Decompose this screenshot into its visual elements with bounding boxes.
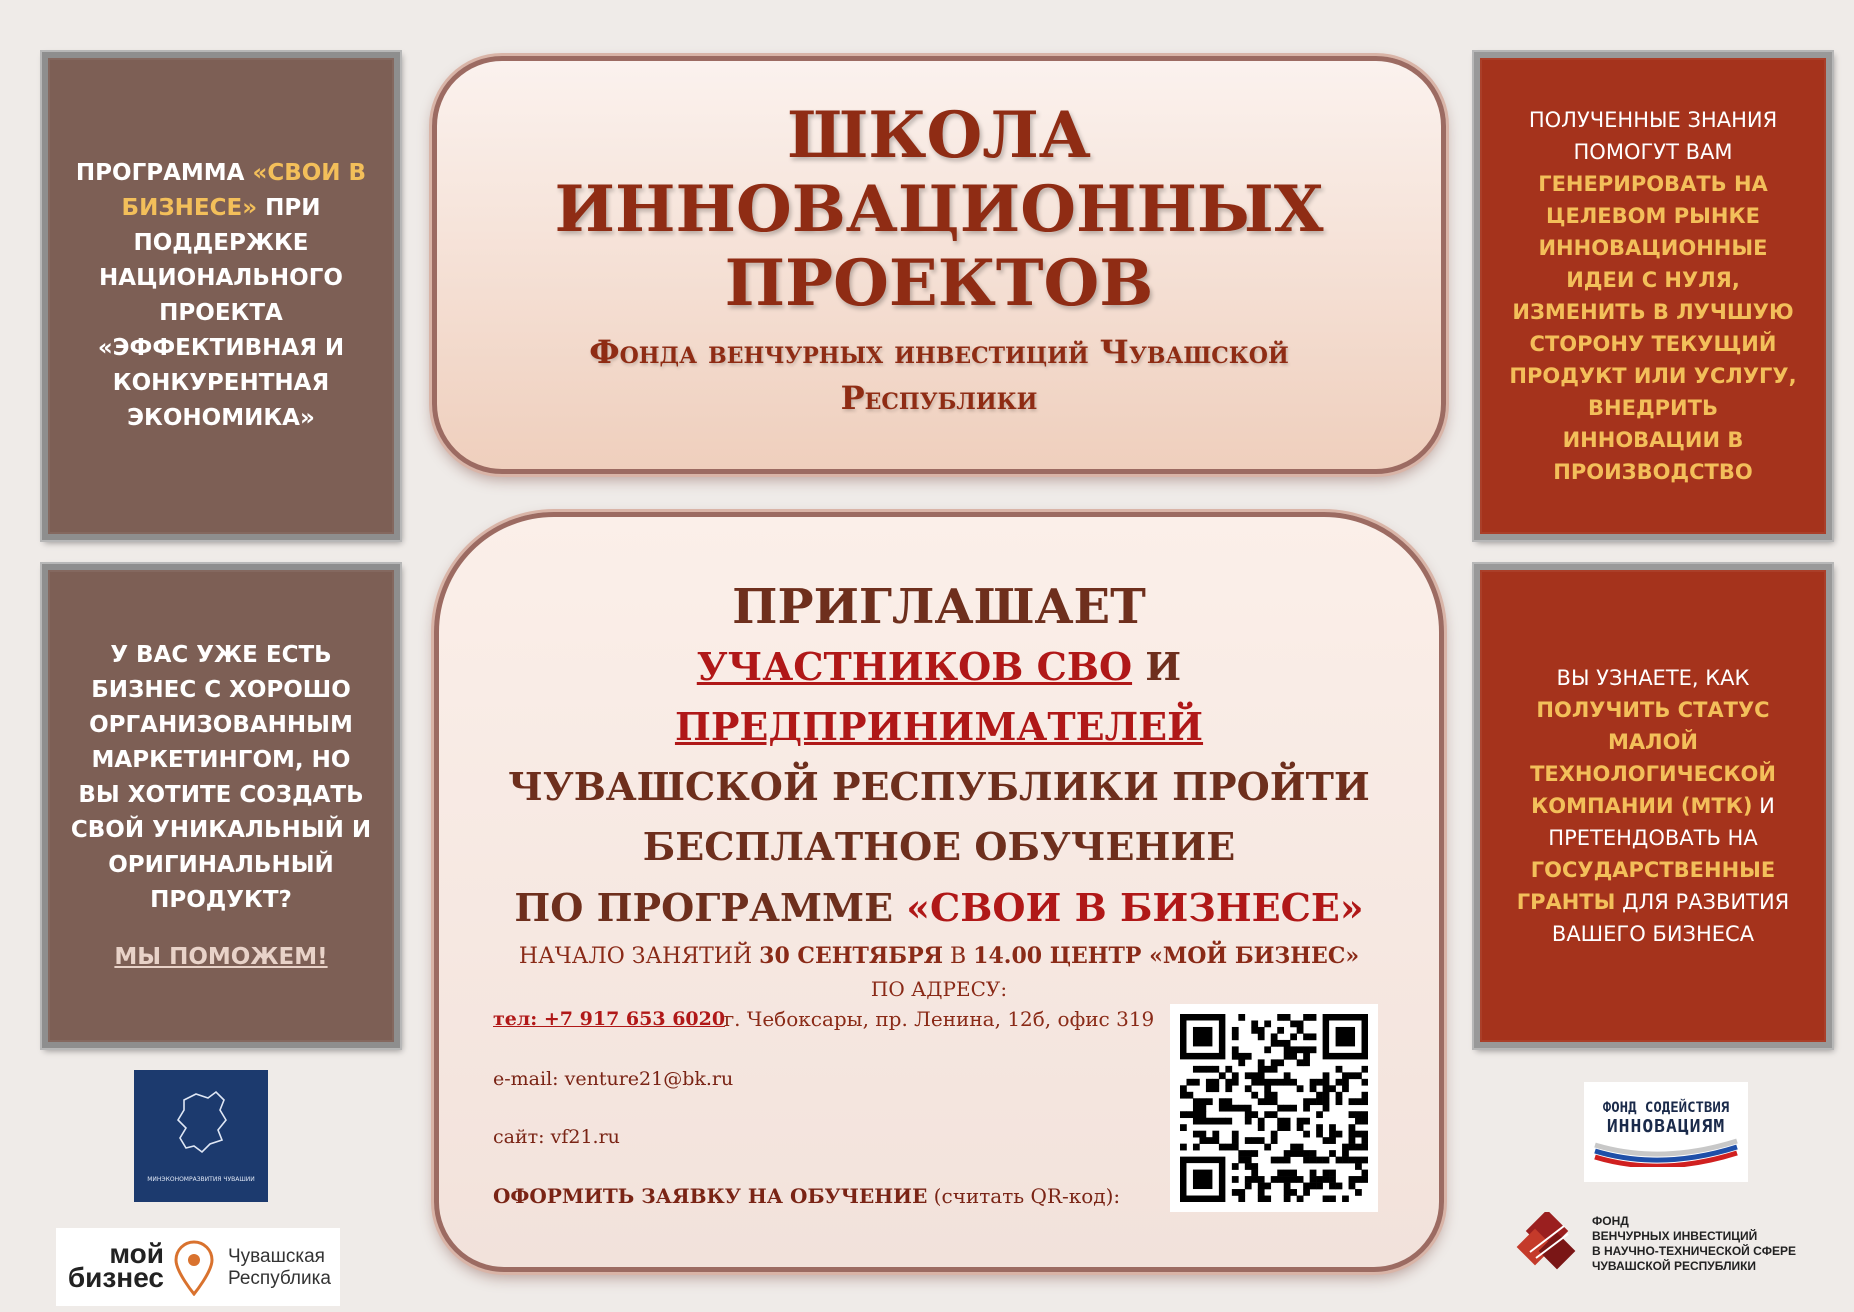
audience-entrepreneurs: ПРЕДПРИНИМАТЕЛЕЙ	[674, 704, 1204, 749]
we-help-text: МЫ ПОМОЖЕМ!	[114, 943, 328, 970]
program-info-box	[42, 52, 400, 540]
question-text: У ВАС УЖЕ ЕСТЬ БИЗНЕС С ХОРОШО ОРГАНИЗОВАННЫМ МАРКЕТИНГОМ, НО ВЫ ХОТИТЕ СОЗДАТЬ СВОЙ УНИКАЛЬНЫЙ И ОРИГИНАЛЬНЫЙ ПРОДУКТ?	[70, 641, 372, 913]
knowledge-text: ПОЛУЧЕННЫЕ ЗНАНИЯ ПОМОГУТ ВАМ ГЕНЕРИРОВАТЬ НА ЦЕЛЕВОМ РЫНКЕ ИННОВАЦИОННЫЕ ИДЕИ С НУЛЯ, ИЗМЕНИТЬ В ЛУЧШУЮ СТОРОНУ ТЕКУЩИЙ ПРОДУКТ ИЛИ УСЛУГУ, ВНЕДРИТЬ ИННОВАЦИИ В ПРОИЗВОДСТВО	[1509, 108, 1797, 484]
title-line-2: ИННОВАЦИОННЫХ	[554, 172, 1324, 247]
fsi-logo: ФОНД СОДЕЙСТВИЯ ИННОВАЦИЯМ	[1584, 1082, 1748, 1182]
apply-text: ОФОРМИТЬ ЗАЯВКУ НА ОБУЧЕНИЕ (считать QR-код):	[493, 1184, 1121, 1208]
flag-swoosh-icon	[1591, 1137, 1741, 1167]
knowledge-box	[1474, 52, 1832, 540]
audience-svo: УЧАСТНИКОВ СВО	[696, 644, 1133, 689]
start-info: НАЧАЛО ЗАНЯТИЙ 30 СЕНТЯБРЯ В 14.00 ЦЕНТР «МОЙ БИЗНЕС»	[518, 943, 1360, 969]
site-link[interactable]: сайт: vf21.ru	[493, 1126, 620, 1148]
program-name: «СВОИ В БИЗНЕСЕ»	[121, 160, 367, 221]
invite-audience: УЧАСТНИКОВ СВО И ПРЕДПРИНИМАТЕЛЕЙ	[674, 644, 1204, 749]
location-pin-icon	[174, 1240, 214, 1296]
invite-heading: ПРИГЛАШАЕТ	[732, 579, 1146, 635]
title-panel	[432, 56, 1446, 474]
moy-biznes-logo: мой бизнес Чувашская Республика	[56, 1228, 340, 1306]
ministry-label: МИНЭКОНОМРАЗВИТИЯ ЧУВАШИИ	[147, 1176, 255, 1183]
chuvashia-map-icon	[134, 1070, 268, 1170]
program-info-text: ПРОГРАММА «СВОИ В БИЗНЕСЕ» ПРИ ПОДДЕРЖКЕ НАЦИОНАЛЬНОГО ПРОЕКТА «ЭФФЕКТИВНАЯ И КОНКУРЕНТНАЯ ЭКОНОМИКА»	[75, 160, 367, 431]
grants-text: ВЫ УЗНАЕТЕ, КАК ПОЛУЧИТЬ СТАТУС МАЛОЙ ТЕХНОЛОГИЧЕСКОЙ КОМПАНИИ (МТК) И ПРЕТЕНДОВАТЬ НА ГОСУДАРСТВЕННЫЕ ГРАНТЫ ДЛЯ РАЗВИТИЯ ВАШЕГО БИЗНЕСА	[1516, 666, 1790, 946]
ministry-logo	[134, 1070, 268, 1202]
title-subtitle-2: Республики	[840, 379, 1038, 417]
invite-line-3: ЧУВАШСКОЙ РЕСПУБЛИКИ ПРОЙТИ	[508, 764, 1370, 809]
invite-line-4: БЕСПЛАТНОЕ ОБУЧЕНИЕ	[642, 824, 1236, 869]
title-subtitle-1: Фонда венчурных инвестиций Чувашской	[589, 333, 1289, 371]
invite-program: ПО ПРОГРАММЕ «СВОИ В БИЗНЕСЕ»	[514, 885, 1364, 930]
title-line-1: ШКОЛА	[787, 98, 1091, 173]
address-label: ПО АДРЕСУ:	[870, 977, 1008, 1001]
venture-fund-logo: ФОНД ВЕНЧУРНЫХ ИНВЕСТИЦИЙ В НАУЧНО-ТЕХНИЧЕСКОЙ СФЕРЕ ЧУВАШСКОЙ РЕСПУБЛИКИ	[1516, 1212, 1846, 1278]
address-text: г. Чебоксары, пр. Ленина, 12б, офис 319	[723, 1007, 1155, 1031]
question-box	[42, 564, 400, 1048]
title-line-3: ПРОЕКТОВ	[724, 246, 1154, 321]
email-link[interactable]: e-mail: venture21@bk.ru	[493, 1068, 734, 1090]
grants-box	[1474, 564, 1832, 1048]
handshake-icon	[1516, 1212, 1582, 1278]
qr-code-icon[interactable]	[1170, 1004, 1378, 1212]
phone-text[interactable]: тел: +7 917 653 6020	[493, 1008, 726, 1030]
